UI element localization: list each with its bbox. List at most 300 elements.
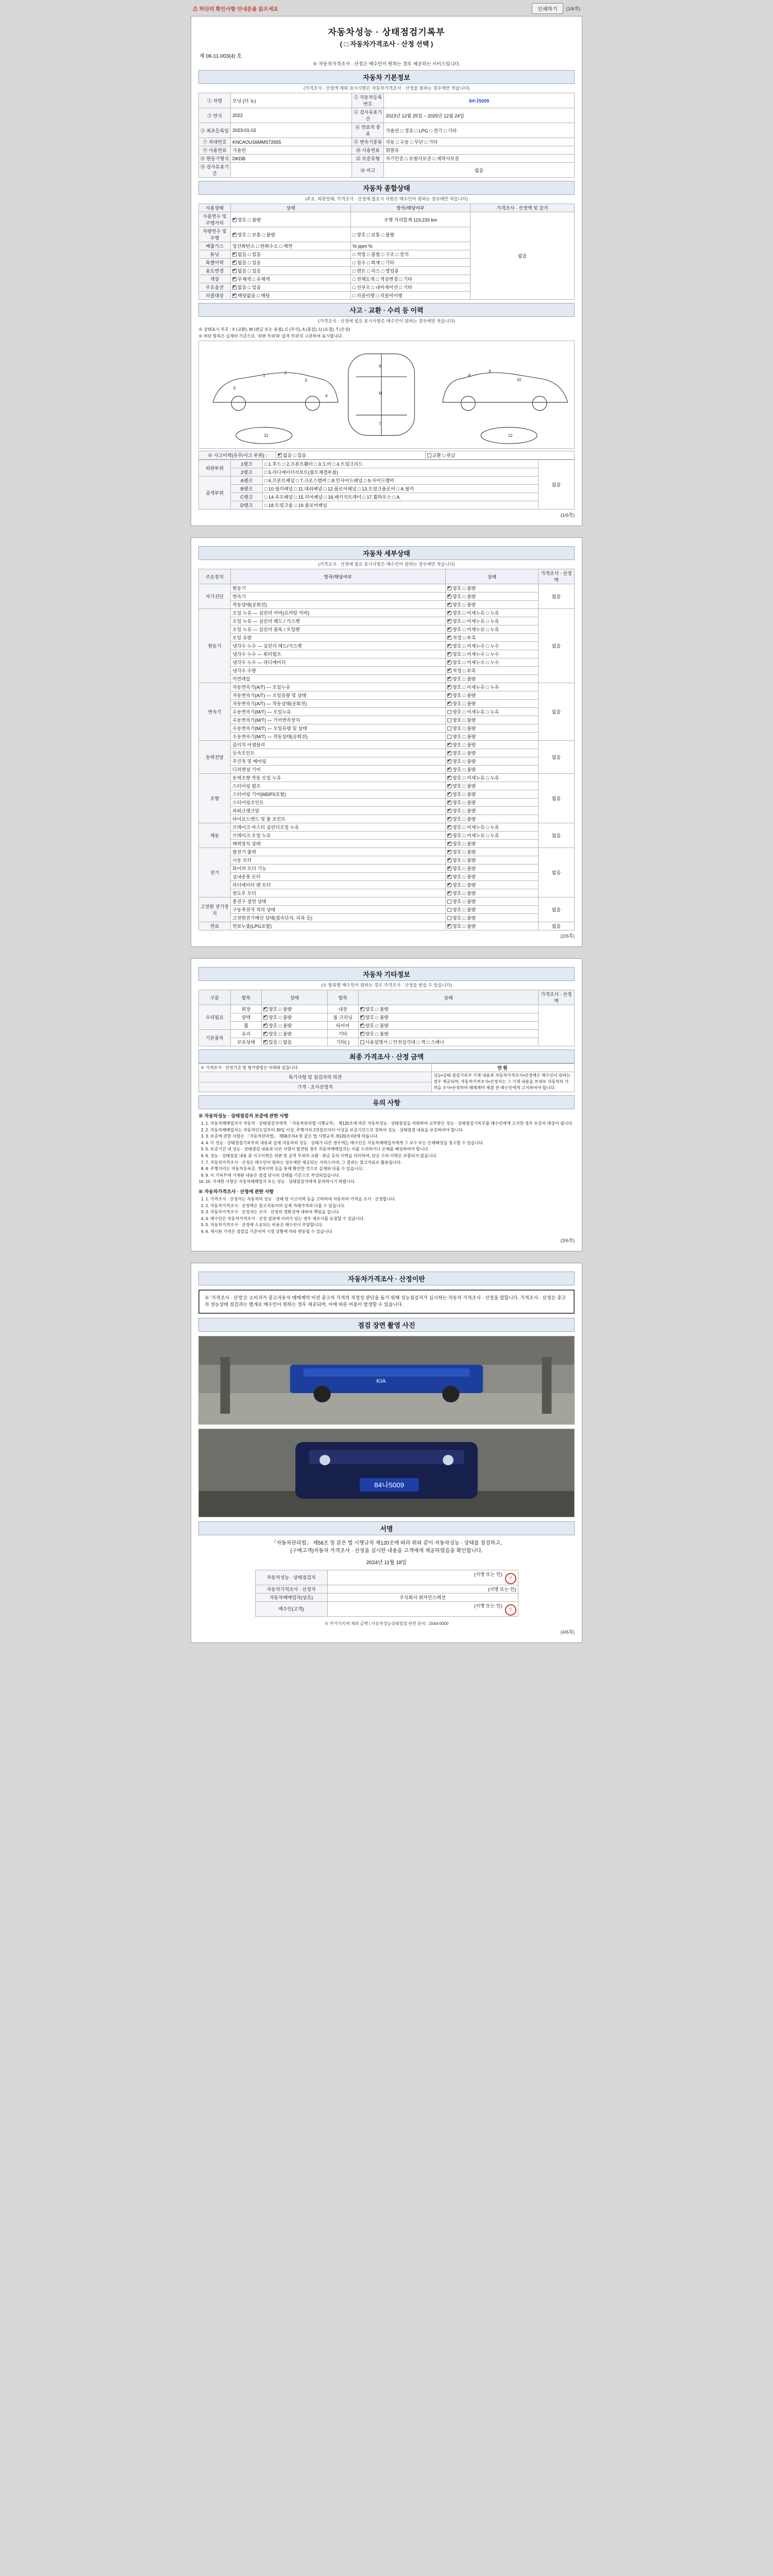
overall-state[interactable]: ✔ 없음 □ 있음 [231, 250, 351, 259]
accident-summary-table [198, 451, 575, 460]
detail-state[interactable]: ✔ 양호 □ 불량 [446, 757, 539, 766]
table-row [199, 584, 575, 592]
etc-state[interactable]: ✔ 있음 □ 없음 [262, 1038, 328, 1046]
table-row [255, 1585, 518, 1593]
overall-state[interactable]: 일산화탄소 □ 탄화수소 □ 매연 [231, 242, 351, 250]
table-row [199, 1005, 575, 1013]
overall-state[interactable]: ✔양호 □ 보통 □ 불량 [231, 227, 351, 242]
overall-detail: □ 침수 □ 화재 □ 기타 [351, 259, 470, 267]
table-row [199, 1072, 575, 1082]
table-row [199, 856, 575, 865]
rank-items[interactable]: □ 5.라디에이터서포트(볼트체결부품) [263, 468, 539, 477]
detail-item: 스티어링 펌프 [231, 782, 446, 790]
basic-label: ③ 연식 [199, 108, 231, 123]
table-row [199, 617, 575, 625]
detail-state[interactable]: 양호 □ 불량 [446, 724, 539, 733]
detail-note: 없음 [539, 897, 575, 922]
car-damage-diagram[interactable] [198, 341, 575, 449]
table-row [199, 840, 575, 848]
detail-state[interactable]: ✔ 적정 □ 부족 [446, 667, 539, 675]
table-row [199, 823, 575, 832]
detail-group: 조향 [199, 774, 231, 823]
document-note: ※ 자동차가격조사 · 산정은 매수인이 원하는 경우 제공하는 서비스입니다. [312, 61, 461, 66]
detail-item: 윈도우 모터 [231, 889, 446, 897]
etc-band: 자동차 기타정보 [198, 967, 575, 981]
svg-text:84나5009: 84나5009 [374, 1481, 405, 1489]
top-bar [191, 0, 582, 16]
overall-detail: 주행 거리합계 119,233 km [351, 212, 470, 227]
detail-state[interactable]: ✔ 양호 □ 미세누유 □ 누유 [446, 774, 539, 782]
overall-state[interactable]: ✔ 없음 □ 있음 [231, 259, 351, 267]
table-row [199, 501, 575, 510]
etc-state[interactable]: ✔ 양호 □ 불량 [262, 1030, 328, 1038]
detail-state[interactable]: ✔ 양호 □ 불량 [446, 815, 539, 823]
detail-state[interactable]: ✔ 양호 □ 불량 [446, 807, 539, 815]
basic-value: 가솔린 [231, 146, 352, 155]
price-amount: 만원 [431, 1064, 574, 1072]
detail-group: 자기진단 [199, 584, 231, 609]
table-row [199, 832, 575, 840]
table-row [199, 881, 575, 889]
guide-box: ※ '가격조사 · 산정'은 소비자가 중고자동차 매매계약 이전 중고차 가격의 적정성 판단을 돕기 위해 성능점검자가 실시하는 자동차 가격조사 · 산정을 말합니다. 가격조사 · 산정은 중고차 성능상태 점검과는 별개로 매수인이 원하는 경우 제공되며, 이에 따른 비용이 발생할 수 있습니다. [198, 1290, 575, 1314]
detail-state[interactable]: ✔ 양호 □ 불량 [446, 700, 539, 708]
basic-value: DKDB [231, 155, 352, 163]
detail-state[interactable]: ✔ 양호 □ 불량 [446, 601, 539, 609]
detail-state[interactable]: ✔ 양호 □ 미세누유 □ 누유 [446, 823, 539, 832]
overall-detail: □ 선루프 □ 내비게이션 □ 기타 [351, 283, 470, 292]
basic-info-note: (가격조사 · 산정액 제외 표시사항은 자동차가격조사 · 산정을 원하는 경우에만 적습니다) [303, 86, 470, 91]
col-header: 구분 [199, 990, 231, 1005]
list-item: 1. 1. 자동차매매업자가 자동차 · 상태점검자에게 「자동차관리법 시행규칙」 제120조에 따른 자동차성능 · 상태점검을 의뢰하여 교부받은 성능 · 상태점검기록부를 매수인에게 고지한 경우 보증의 대상이 됩니다. [206, 1121, 575, 1127]
svg-text:3: 3 [305, 378, 307, 383]
overall-item: 리콜대상 [199, 292, 231, 300]
rank-label: A랭크 [231, 477, 263, 485]
svg-text:9: 9 [489, 369, 491, 374]
svg-text:1: 1 [263, 373, 265, 378]
detail-state[interactable]: ✔ 양호 □ 불량 [446, 799, 539, 807]
document-number: 제 06-11-003(4) 호 [199, 54, 242, 59]
page-number: (1/6쪽) [560, 513, 575, 518]
etc-state[interactable]: ✔ 양호 □ 불량 [358, 1013, 538, 1022]
detail-item: 냉각수 누수 — 라디에이터 [231, 658, 446, 667]
sign-label: 자동차매매업자(상호) [255, 1593, 327, 1601]
detail-state[interactable]: ✔ 양호 □ 불량 [446, 922, 539, 930]
detail-state[interactable]: ✔ 양호 □ 불량 [446, 790, 539, 799]
detail-band: 자동차 세부상태 [198, 546, 575, 560]
warning-section-2-list [206, 1196, 575, 1235]
table-row [199, 451, 575, 460]
detail-group: 원동기 [199, 609, 231, 683]
table-row [199, 93, 575, 108]
overall-table [198, 204, 575, 300]
detail-note: 없음 [539, 774, 575, 823]
overall-item: 배출가스 [199, 242, 231, 250]
etc-item: 타이어 [327, 1022, 358, 1030]
etc-state[interactable]: ✔ 양호 □ 불량 [262, 1005, 328, 1013]
overall-item: 차량연수 및 주행 [199, 227, 231, 242]
price-table [198, 1063, 575, 1092]
basic-info-band: 자동차 기본정보 [198, 70, 575, 84]
detail-group: 고전원 전기장치 [199, 897, 231, 922]
table-row [199, 757, 575, 766]
rank-items[interactable]: □ 1.후드 □ 2.프론트휀더 □ 3.도어 □ 4.트렁크리드 [263, 460, 539, 468]
col-header: 항목 [231, 990, 262, 1005]
rank-items[interactable]: □ 6.프론트패널 □ 7.크로스멤버 □ 8.인사이드패널 □ 9.사이드멤버 [263, 477, 539, 485]
sign-label: 매수인(고객) [255, 1601, 327, 1616]
detail-state[interactable]: ✔ 양호 □ 불량 [446, 865, 539, 873]
frame-panel-title: 골격부위 [199, 477, 231, 510]
col-header: 상태 [446, 569, 539, 584]
basic-label: ⑨ 사용연료 [199, 146, 231, 155]
table-row [199, 609, 575, 617]
col-header: 항목/해당여부 [351, 204, 470, 212]
overall-state[interactable]: ✔양호 □ 불량 [231, 212, 351, 227]
table-row [199, 138, 575, 146]
table-row [199, 468, 575, 477]
list-item: 6. 6. 제시된 가격은 점검일 기준이며 시장 상황에 따라 변동될 수 있습니다. [206, 1229, 575, 1235]
detail-item: 브레이크 마스터 실린더오일 누유 [231, 823, 446, 832]
col-header: 가격조사 · 산정액 [539, 569, 575, 584]
rank-items[interactable]: □ 14.루프패널 □ 15.리어패널 □ 16.패키지트레이 □ 17.휠하우스 □ A. [263, 493, 539, 501]
detail-state[interactable]: ✔ 양호 □ 불량 [446, 889, 539, 897]
overall-note: (주요, 외판상태, 가격조사 · 산정에 필요시 사항은 매수인이 원하는 경우에만 적습니다) [305, 196, 468, 201]
detail-note: 없음 [539, 922, 575, 930]
table-row [199, 625, 575, 634]
rank-items[interactable]: □ 18.트렁크룸 □ 19.플로어패널 [263, 501, 539, 510]
overall-band: 자동차 종합상태 [198, 181, 575, 195]
detail-group: 전기 [199, 848, 231, 897]
table-header-row [199, 204, 575, 212]
basic-value: 자동 □ 수동 □ 무단 □ 기타 [384, 138, 575, 146]
table-header-row [199, 990, 575, 1005]
panel-rank-table [198, 460, 575, 510]
detail-item: 스티어링조인트 [231, 799, 446, 807]
detail-group: 연료 [199, 922, 231, 930]
page-number: (3/6쪽) [560, 1238, 575, 1243]
table-row [199, 146, 575, 155]
table-row [199, 601, 575, 609]
detail-state[interactable]: 양호 □ 불량 [446, 906, 539, 914]
detail-item: 냉각수 누수 — 워터펌프 [231, 650, 446, 658]
svg-text:8: 8 [468, 373, 470, 378]
guide-band: 자동차가격조사 · 산정이란 [198, 1272, 575, 1285]
basic-value: 자기인증 □ 보험사보증 □ 제작사보증 [384, 155, 575, 163]
svg-text:4: 4 [325, 393, 328, 398]
table-row [199, 741, 575, 749]
page-4 [191, 1263, 582, 1643]
table-header-row [199, 569, 575, 584]
rank-items[interactable]: □ 10.필러패널 □ 11.대쉬패널 □ 12.플로어패널 □ 13.트렁크플로어 □ A.필러 [263, 485, 539, 493]
basic-label: ⑫ 보증유형 [352, 155, 384, 163]
basic-value [231, 163, 352, 178]
overall-state[interactable]: ✔ 무채색 □ 유채색 [231, 275, 351, 283]
list-item: 3. 3. 보증에 관한 사항은 「자동차관리법」 제58조의4 및 같은 법 시행규칙 제120조의2에 따릅니다. [206, 1133, 575, 1140]
detail-note: 없음 [539, 823, 575, 848]
list-item: 4. 4. 이 성능 · 상태점검기록부의 내용과 실제 자동차의 성능 · 상태가 다른 경우에는 매수인은 자동차매매업자에게 그 보수 또는 손해배상을 청구할 수 있습니다. [206, 1140, 575, 1146]
detail-state[interactable]: ✔ 양호 □ 미세누유 □ 누유 [446, 625, 539, 634]
overall-state[interactable]: ✔ 없음 □ 있음 [231, 267, 351, 275]
detail-state[interactable]: ✔ 양호 □ 불량 [446, 766, 539, 774]
detail-state[interactable]: ✔ 양호 □ 불량 [446, 881, 539, 889]
table-row [199, 123, 575, 138]
table-row [199, 667, 575, 675]
list-item: 1. 1. 가격조사 · 산정자는 자동차의 성능 · 상태 및 사고이력 등을 고려하여 자동차의 가격을 조사 · 산정합니다. [206, 1196, 575, 1202]
signature-line-2: (구매고객)자동차 가격조사 · 산정을 실시한 내용을 고객에게 제공하였음을 확인합니다. [290, 1548, 483, 1554]
detail-state[interactable]: ✔ 양호 □ 불량 [446, 584, 539, 592]
detail-state[interactable]: ✔ 양호 □ 불량 [446, 741, 539, 749]
table-row [199, 724, 575, 733]
table-row [199, 914, 575, 922]
warning-section-1-list [206, 1121, 575, 1185]
detail-item: 오일 유량 [231, 634, 446, 642]
accident-note-cell: 없음 [539, 460, 575, 510]
rank-label: C랭크 [231, 493, 263, 501]
table-row [199, 889, 575, 897]
seal-stamp: 인 [505, 1604, 516, 1616]
table-row [199, 790, 575, 799]
etc-item: 보유상태 [231, 1038, 262, 1046]
sign-label: 자동차성능 · 상태점검자 [255, 1570, 327, 1585]
overall-state[interactable]: ✔ 없음 □ 있음 [231, 283, 351, 292]
detail-item: 냉각수 수량 [231, 667, 446, 675]
list-item: 5. 5. 보증기간 내 성능 · 상태점검 내용과 다른 사항이 발견된 경우 자동차매매업자는 이를 수리하거나 손해를 배상하여야 합니다. [206, 1146, 575, 1153]
list-item: 6. 6. 성능 · 상태점검 내용 중 사고이력은 외판 및 골격 부위의 교환 · 판금 등의 이력을 의미하며, 단순 수리 이력은 포함되지 않습니다. [206, 1153, 575, 1159]
detail-state[interactable]: ✔ 양호 □ 미세누유 □ 누유 [446, 617, 539, 625]
rank-label: B랭크 [231, 485, 263, 493]
photo-band: 점검 장면 촬영 사진 [198, 1318, 575, 1332]
table-row [199, 716, 575, 724]
table-row [199, 485, 575, 493]
detail-item: 충전구 절연 상태 [231, 897, 446, 906]
etc-state[interactable]: ✔ 양호 □ 불량 [358, 1030, 538, 1038]
footer-note: ※ 부가가치세 제외 금액 / 자동차성능상태점검 관련 문의 : 1544-0000 [324, 1621, 449, 1626]
warning-section-1-title: ※ 자동차성능 · 상태점검자 보증에 관한 사항 [198, 1113, 289, 1118]
detail-state[interactable]: ✔ 양호 □ 불량 [446, 749, 539, 757]
etc-table [198, 990, 575, 1046]
detail-state[interactable]: 양호 □ 불량 [446, 716, 539, 724]
basic-info-table [198, 93, 575, 178]
table-row [199, 774, 575, 782]
detail-state[interactable]: ✔ 양호 □ 불량 [446, 782, 539, 790]
table-row [199, 815, 575, 823]
etc-group: 기본품목 [199, 1030, 231, 1046]
signature-line-1: 「자동차관리법」 제58조 및 같은 법 시행규칙 제120조에 따라 위와 같이 자동차성능 · 상태를 점검하고, [271, 1540, 502, 1546]
sign-label: 자동차가격조사 · 산정자 [255, 1585, 327, 1593]
table-row [199, 1030, 575, 1038]
svg-text:12: 12 [508, 433, 513, 438]
svg-text:6: 6 [379, 364, 381, 369]
company-name: 주식회사 위카인스펙션 [327, 1593, 518, 1601]
accident-bullet-2: ※ 하단 항목은 실제의 기준으로, '외판 부위'와 '골격 부위'로 구분하여 표시합니다. [198, 334, 343, 338]
etc-item: 룸 크리닝 [327, 1013, 358, 1022]
detail-note: 없음 [539, 609, 575, 683]
etc-state[interactable]: 사용설명서 □ 안전삼각대 □ 잭 □ 스패너 [358, 1038, 538, 1046]
table-row [199, 108, 575, 123]
basic-label: ④ 검사유효기간 [352, 108, 384, 123]
table-row [199, 683, 575, 691]
detail-state[interactable]: ✔ 양호 □ 불량 [446, 848, 539, 856]
table-row [199, 807, 575, 815]
list-item: 5. 5. 자동차가격조사 · 산정에 소요되는 비용은 매수인이 부담합니다. [206, 1222, 575, 1228]
basic-label: ⑤ 최초등록일 [199, 123, 231, 138]
overall-item: 특별이력 [199, 259, 231, 267]
sign-value[interactable]: (서명 또는 인)인 [327, 1570, 518, 1585]
col-header: 상태 [231, 204, 351, 212]
detail-item: 동력조향 작동 오일 누유 [231, 774, 446, 782]
table-row [199, 1038, 575, 1046]
overall-item: 튜닝 [199, 250, 231, 259]
etc-item: 유리 [231, 1030, 262, 1038]
col-header: 상태 [262, 990, 328, 1005]
page-number: (2/6쪽) [560, 934, 575, 939]
basic-label: ⑥ 연료의 종류 [352, 123, 384, 138]
detail-item: 발전기 출력 [231, 848, 446, 856]
detail-item: 구동축전지 격리 상태 [231, 906, 446, 914]
rank-label: 1랭크 [231, 460, 263, 468]
page-title: 자동차성능 · 상태점검기록부 [328, 27, 445, 37]
table-row [199, 163, 575, 178]
detail-state[interactable]: ✔ 양호 □ 미세누수 □ 누수 [446, 658, 539, 667]
sign-value[interactable]: (서명 또는 인)인 [327, 1601, 518, 1616]
detail-item: 냉각수 누수 — 실린더 헤드/가스켓 [231, 642, 446, 650]
overall-note-cell: 없음 [470, 212, 575, 300]
detail-state[interactable]: ✔ 양호 □ 불량 [446, 873, 539, 881]
etc-state[interactable]: ✔ 양호 □ 불량 [262, 1022, 328, 1030]
detail-state[interactable]: 양호 □ 불량 [446, 914, 539, 922]
detail-state[interactable]: ✔ 양호 □ 불량 [446, 691, 539, 700]
accident-legend-type[interactable]: 교환 □ 판금 [425, 451, 575, 460]
overall-item: 주요옵션 [199, 283, 231, 292]
detail-item: 수동변속기(M/T) — 기어변속장치 [231, 716, 446, 724]
basic-value: 모닝 (더 뉴) [231, 93, 352, 108]
detail-item: 추진축 및 베어링 [231, 757, 446, 766]
detail-state[interactable]: ✔ 양호 □ 불량 [446, 840, 539, 848]
basic-label: ⑬ 검사유효기간 [199, 163, 231, 178]
detail-item: 수동변속기(M/T) — 오일누유 [231, 708, 446, 716]
table-row [199, 650, 575, 658]
basic-label: ① 차명 [199, 93, 231, 108]
sign-value[interactable]: (서명 또는 인) [327, 1585, 518, 1593]
list-item: 2. 2. 자동차가격조사 · 산정액은 참고자료이며 실제 거래가격과 다를 수 있습니다. [206, 1203, 575, 1209]
price-row-label: 특기사항 및 점검자의 의견 [199, 1072, 432, 1082]
detail-item: 배력장치 상태 [231, 840, 446, 848]
inspection-photo-1 [198, 1336, 575, 1425]
etc-state[interactable]: ✔ 양호 □ 불량 [358, 1005, 538, 1013]
table-row [199, 691, 575, 700]
basic-value: 2022 [231, 108, 352, 123]
etc-item: 기타 [327, 1030, 358, 1038]
detail-item: 파워크랭크암 [231, 807, 446, 815]
accident-bullet-1: ※ 상태표시 부호 : X (교환), W (판금 또는 용접), C (부식), A (흠집), U (요철), T (손상) [198, 327, 350, 332]
etc-state[interactable]: ✔ 양호 □ 불량 [262, 1013, 328, 1022]
etc-item: 내장 [327, 1005, 358, 1013]
detail-state[interactable]: ✔ 적정 □ 부족 [446, 634, 539, 642]
rank-label: D랭크 [231, 501, 263, 510]
basic-label: ② 자동차등록번호 [352, 93, 384, 108]
detail-note: 없음 [539, 848, 575, 897]
detail-item: 클러치 어셈블리 [231, 741, 446, 749]
detail-state[interactable]: ✔ 양호 □ 미세누수 □ 누수 [446, 650, 539, 658]
page-2 [191, 537, 582, 947]
price-row-label: 가격 · 조사산정자 [199, 1082, 432, 1092]
accident-legend-none[interactable]: ✔ 없음 □ 있음 [276, 451, 426, 460]
basic-value: 84나5009 [384, 93, 575, 108]
etc-item: 외장 [231, 1005, 262, 1013]
table-row [199, 1013, 575, 1022]
outer-panel-title: 외판부위 [199, 460, 231, 477]
detail-state[interactable]: ✔ 양호 □ 미세누유 □ 누유 [446, 683, 539, 691]
page-1 [191, 16, 582, 526]
table-row [199, 634, 575, 642]
detail-item: 오일 누유 — 실린더 헤드 / 가스켓 [231, 617, 446, 625]
detail-item: 변속기 [231, 592, 446, 601]
list-item: 7. 7. 자동차가격조사 · 산정은 매수인이 원하는 경우에만 제공되는 서비스이며, 그 결과는 참고자료로 활용됩니다. [206, 1160, 575, 1166]
detail-group: 동력전달 [199, 741, 231, 774]
table-row [199, 782, 575, 790]
table-row [199, 675, 575, 683]
detail-item: 수동변속기(M/T) — 작동상태(공회전) [231, 733, 446, 741]
page-3 [191, 958, 582, 1251]
warning-content [198, 1113, 575, 1235]
table-row [199, 212, 575, 227]
detail-item: 오일 누유 — 실린더 커버(로커암 커버) [231, 609, 446, 617]
print-button[interactable]: 인쇄하기 [532, 3, 563, 14]
detail-state[interactable]: ✔ 양호 □ 불량 [446, 592, 539, 601]
overall-state[interactable]: ✔ 해당없음 □ 해당 [231, 292, 351, 300]
detail-state[interactable]: ✔ 양호 □ 미세누수 □ 누수 [446, 642, 539, 650]
basic-value: 2023년 12월 25일 ~ 2025년 12월 24일 [384, 108, 575, 123]
svg-text:5: 5 [233, 386, 236, 391]
detail-state[interactable]: 양호 □ 불량 [446, 733, 539, 741]
table-row [199, 642, 575, 650]
table-row [199, 897, 575, 906]
table-row [199, 848, 575, 856]
table-row [199, 592, 575, 601]
etc-item: 광택 [231, 1013, 262, 1022]
detail-table [198, 569, 575, 930]
overall-detail: □ 전체도색 □ 색상변경 □ 기타 [351, 275, 470, 283]
basic-label: ⑦ 차대번호 [199, 138, 231, 146]
overall-detail: □ 렌트 □ 리스 □ 영업용 [351, 267, 470, 275]
table-row [199, 460, 575, 468]
basic-value: 2023-01-02 [231, 123, 352, 138]
detail-state[interactable]: ✔ 양호 □ 미세누유 □ 누유 [446, 832, 539, 840]
overall-detail: □ 적법 □ 불법 □ 구조 □ 장치 [351, 250, 470, 259]
basic-value: KNCAOU16MMS72655 [231, 138, 352, 146]
seal-stamp: 인 [505, 1573, 516, 1584]
detail-note: (가격조사 · 산정에 필요 표시사항은 매수인이 원하는 경우에만 적습니다) [318, 562, 455, 567]
detail-state[interactable]: 양호 □ 미세누유 □ 누유 [446, 708, 539, 716]
detail-state[interactable]: ✔ 양호 □ 불량 [446, 675, 539, 683]
detail-group: 제동 [199, 823, 231, 848]
detail-state[interactable]: 양호 □ 불량 [446, 897, 539, 906]
detail-item: 와이퍼 모터 기능 [231, 865, 446, 873]
page-number: (4/6쪽) [560, 1629, 575, 1635]
table-row [199, 700, 575, 708]
svg-text:KIA: KIA [376, 1378, 386, 1384]
list-item: 4. 4. 매수인은 자동차가격조사 · 산정 결과에 이의가 있는 경우 재조사를 요청할 수 있습니다. [206, 1216, 575, 1222]
rank-label: 2랭크 [231, 468, 263, 477]
warning-section-2-title: ※ 자동차가격조사 · 산정에 관한 사항 [198, 1189, 274, 1194]
detail-state[interactable]: ✔ 양호 □ 미세누유 □ 누유 [446, 609, 539, 617]
detail-state[interactable]: ✔ 양호 □ 불량 [446, 856, 539, 865]
svg-text:7: 7 [379, 421, 381, 427]
table-row [199, 799, 575, 807]
price-left-label: ※ 가격조사 · 산정기준 및 평가방법은 아래와 같습니다. [199, 1064, 432, 1072]
signature-table [255, 1570, 518, 1617]
svg-text:M: M [379, 391, 382, 396]
etc-state[interactable]: ✔ 양호 □ 불량 [358, 1022, 538, 1030]
